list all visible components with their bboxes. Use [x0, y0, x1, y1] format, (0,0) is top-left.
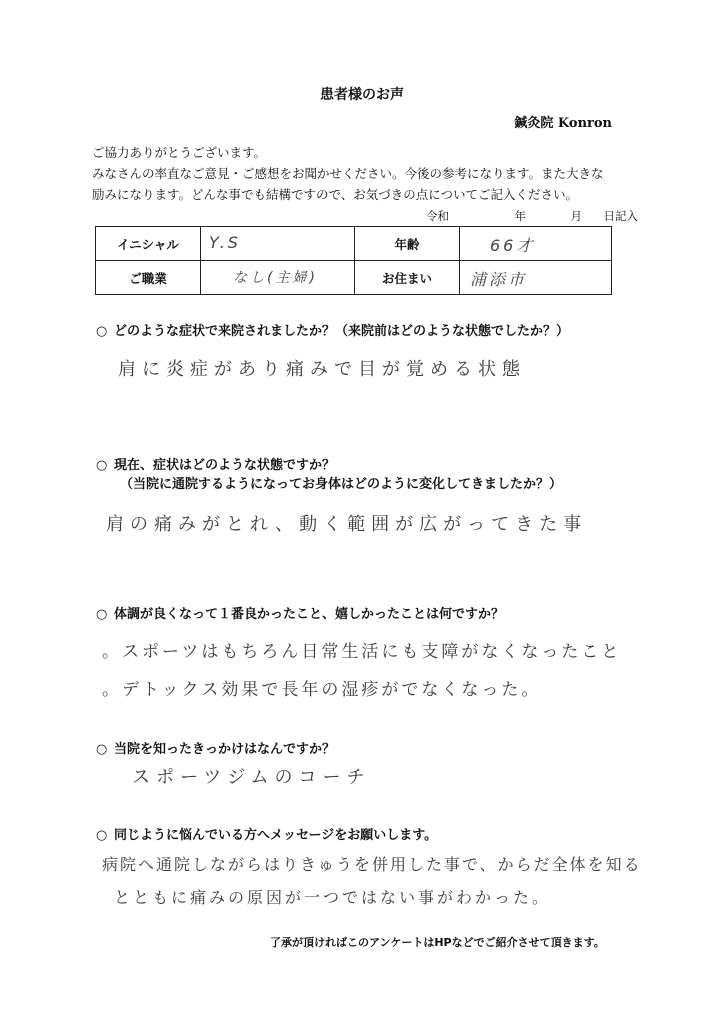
- age-label: 年齢: [355, 227, 460, 261]
- question-text: 当院を知ったきっかけはなんですか？: [114, 742, 336, 757]
- age-value: 66才: [490, 236, 536, 255]
- question-4: [96, 738, 335, 757]
- age-cell: [460, 227, 612, 261]
- answer-2: 肩の痛みがとれ、動く範囲が広がってきた事: [106, 514, 588, 535]
- footer-note: 了承が頂ければこのアンケートはHPなどでご紹介させて頂きます。: [270, 936, 605, 949]
- initial-label: イニシャル: [96, 227, 201, 261]
- answer-4: スポーツジムのコーチ: [132, 767, 371, 788]
- question-text: どのような症状で来院されましたか？（来院前はどのような状態でしたか？）: [114, 324, 570, 339]
- residence-label: お住まい: [355, 261, 460, 295]
- job-label: ご職業: [96, 261, 201, 295]
- clinic-name: 鍼灸院 Konron: [514, 116, 612, 131]
- intro-line-3: 励みになります。どんな事でも結構ですので、お気づきの点についてご記入ください。: [92, 187, 579, 202]
- form-title: 患者様のお声: [320, 87, 404, 103]
- residence-cell: [460, 261, 612, 295]
- date-line: [426, 208, 638, 224]
- date-day: 日記入: [603, 209, 638, 223]
- job-value: なし(主婦): [233, 270, 318, 286]
- question-5: [96, 824, 437, 843]
- initial-cell: [201, 227, 355, 261]
- date-month: 月: [570, 209, 582, 223]
- answer-3-line-1: 。スポーツはもちろん日常生活にも支障がなくなったこと: [102, 642, 622, 662]
- residence-value: 浦添市: [470, 270, 528, 289]
- intro-line-1: ご協力ありがとうございます。: [92, 145, 267, 160]
- question-text: 体調が良くなって１番良かったこと、嬉しかったことは何ですか？: [114, 607, 505, 622]
- question-marker: ○: [96, 458, 108, 473]
- answer-5-line-2: とともに痛みの原因が一つではない事がわかった。: [114, 888, 552, 907]
- question-text: 同じように悩んでいる方へメッセージをお願いします。: [114, 828, 438, 843]
- answer-1: 肩に炎症があり痛みで目が覚める状態: [118, 359, 526, 380]
- question-2-subtext: （当院に通院するようになってお身体はどのように変化してきましたか？）: [120, 477, 563, 492]
- date-era: 令和: [426, 209, 449, 223]
- question-text: 現在、症状はどのような状態ですか？: [114, 458, 336, 473]
- question-2: [96, 454, 335, 473]
- question-marker: ○: [96, 742, 108, 757]
- intro-line-2: みなさんの率直なご意見・ご感想をお聞かせください。今後の参考になります。また大きな: [92, 166, 604, 181]
- question-3: [96, 603, 504, 622]
- initial-value: Y.S: [209, 233, 241, 252]
- question-1: [96, 320, 569, 339]
- info-table: [95, 226, 612, 295]
- question-marker: ○: [96, 324, 108, 339]
- answer-5-line-1: 病院へ通院しながらはりきゅうを併用した事で、からだ全体を知る: [102, 855, 642, 874]
- intro-text: [92, 142, 632, 205]
- date-year: 年: [514, 209, 526, 223]
- question-marker: ○: [96, 607, 108, 622]
- job-cell: [201, 261, 355, 295]
- answer-3-line-2: 。デトックス効果で長年の湿疹がでなくなった。: [102, 680, 542, 700]
- question-marker: ○: [96, 828, 108, 843]
